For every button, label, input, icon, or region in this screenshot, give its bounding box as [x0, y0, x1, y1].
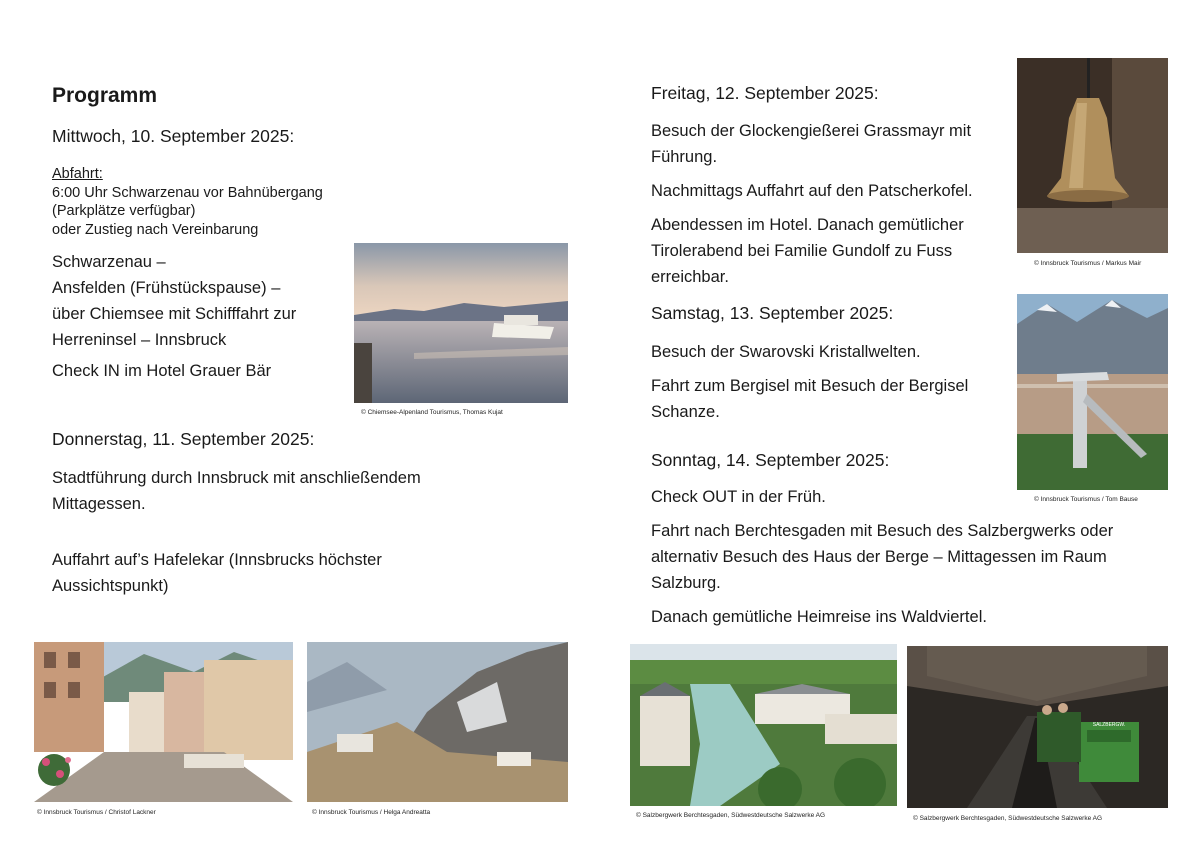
text-line: Salzburg.: [651, 574, 721, 592]
mine-sign-text: SALZBERGW.: [1092, 722, 1126, 728]
sunday-para-2: [651, 518, 1113, 596]
innsbruck-street-photo: [34, 642, 293, 802]
photo-caption: © Innsbruck Tourismus / Markus Mair: [1034, 260, 1142, 267]
departure-block: [52, 165, 323, 239]
thursday-para-2: [52, 547, 382, 599]
photo-caption: © Salzbergwerk Berchtesgaden, Südwestdeutsche Salzwerke AG: [913, 815, 1103, 822]
route-line: über Chiemsee mit Schifffahrt zur: [52, 305, 297, 323]
hafelekar-photo: [307, 642, 568, 802]
day-heading-thursday: Donnerstag, 11. September 2025:: [52, 429, 315, 449]
text-line: Besuch der Glockengießerei Grassmayr mit: [651, 122, 972, 140]
route-line: Ansfelden (Frühstückspause) –: [52, 279, 281, 297]
saturday-para-1: Besuch der Swarovski Kristallwelten.: [651, 343, 921, 361]
text-line: Tirolerabend bei Familie Gundolf zu Fuss: [651, 242, 953, 260]
text-line: Abendessen im Hotel. Danach gemütlicher: [651, 216, 964, 234]
text-line: Schanze.: [651, 403, 720, 421]
photo-caption: © Innsbruck Tourismus / Christof Lackner: [37, 809, 156, 816]
photo-caption: © Salzbergwerk Berchtesgaden, Südwestdeutsche Salzwerke AG: [636, 812, 826, 819]
text-line: Auffahrt auf’s Hafelekar (Innsbrucks höchster: [52, 551, 382, 569]
photo-caption: © Innsbruck Tourismus / Tom Bause: [1034, 496, 1138, 503]
bergisel-photo: [1017, 294, 1168, 490]
text-line: Führung.: [651, 148, 718, 166]
sunday-para-1: Check OUT in der Früh.: [651, 488, 826, 506]
photo-caption: © Innsbruck Tourismus / Helga Andreatta: [312, 809, 431, 816]
route-block: [52, 249, 296, 353]
checkin-text: Check IN im Hotel Grauer Bär: [52, 362, 272, 380]
friday-para-2: Nachmittags Auffahrt auf den Patscherkofel.: [651, 182, 973, 200]
text-line: Mittagessen.: [52, 495, 146, 513]
route-line: Schwarzenau –: [52, 253, 166, 271]
day-heading-saturday: Samstag, 13. September 2025:: [651, 303, 894, 323]
text-line: erreichbar.: [651, 268, 729, 286]
day-heading-sunday: Sonntag, 14. September 2025:: [651, 450, 890, 470]
thursday-para-1: [52, 465, 421, 517]
departure-line: (Parkplätze verfügbar): [52, 203, 196, 219]
sunday-para-3: Danach gemütliche Heimreise ins Waldviertel.: [651, 608, 987, 626]
page-title: Programm: [52, 84, 158, 107]
chiemsee-ship-photo: [354, 243, 568, 403]
salt-mine-train-photo: [907, 646, 1168, 808]
departure-label: Abfahrt:: [52, 166, 103, 182]
friday-para-1: [651, 118, 971, 170]
text-line: Stadtführung durch Innsbruck mit anschließendem: [52, 469, 421, 487]
day-heading-friday: Freitag, 12. September 2025:: [651, 83, 879, 103]
text-line: alternativ Besuch des Haus der Berge – Mittagessen im Raum: [651, 548, 1107, 566]
saturday-para-2: [651, 373, 968, 425]
bell-foundry-photo: [1017, 58, 1168, 253]
friday-para-3: [651, 212, 964, 290]
text-line: Fahrt nach Berchtesgaden mit Besuch des Salzbergwerks oder: [651, 522, 1114, 540]
berchtesgaden-town-photo: [630, 644, 897, 806]
day-heading-wednesday: Mittwoch, 10. September 2025:: [52, 126, 295, 146]
departure-line: 6:00 Uhr Schwarzenau vor Bahnübergang: [52, 184, 323, 201]
text-line: Aussichtspunkt): [52, 577, 169, 595]
photo-caption: © Chiemsee-Alpenland Tourismus, Thomas Kujat: [361, 409, 503, 416]
text-line: Fahrt zum Bergisel mit Besuch der Bergisel: [651, 377, 969, 395]
route-line: Herreninsel – Innsbruck: [52, 331, 227, 349]
departure-line: oder Zustieg nach Vereinbarung: [52, 221, 259, 238]
